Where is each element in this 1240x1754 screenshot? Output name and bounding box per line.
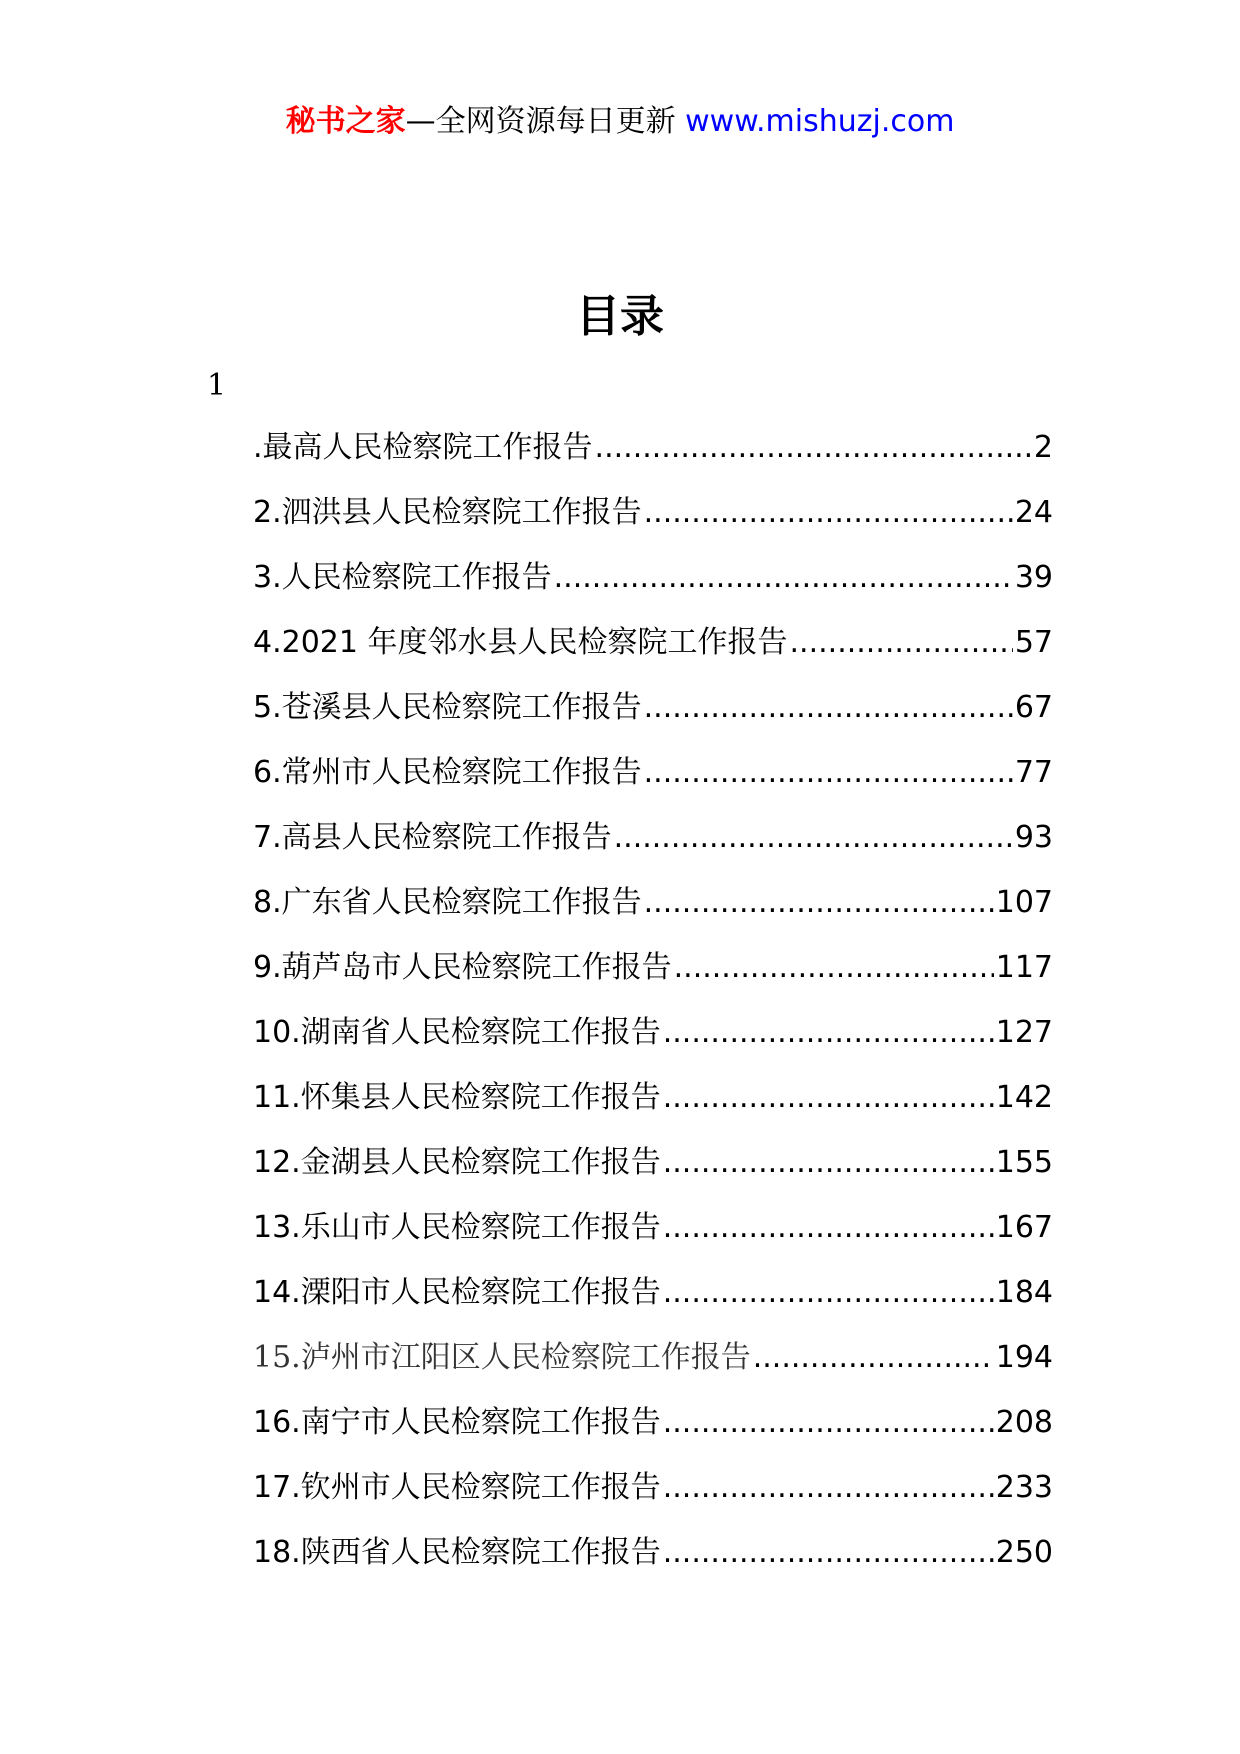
toc-entry[interactable]: [253, 1468, 1053, 1533]
toc-entry[interactable]: [253, 1403, 1053, 1468]
toc-entry-page: 250: [995, 1535, 1053, 1570]
toc-entry-page: 127: [995, 1015, 1053, 1050]
toc-entry[interactable]: [253, 1143, 1053, 1208]
toc-entry[interactable]: [253, 558, 1053, 623]
dot-leader: [663, 1013, 994, 1053]
toc-entry-label: 2.泗洪县人民检察院工作报告: [253, 495, 642, 530]
brand-name: 秘书之家: [285, 104, 406, 139]
toc-entry-page: 2: [1033, 430, 1053, 465]
toc-entry-label: 14.溧阳市人民检察院工作报告: [253, 1275, 661, 1310]
dot-leader: [663, 1468, 994, 1508]
toc-entry-page: 24: [1014, 495, 1053, 530]
toc-entry-page: 167: [995, 1210, 1053, 1245]
toc-entry-page: 155: [995, 1145, 1053, 1180]
toc-entry[interactable]: [253, 1273, 1053, 1338]
dot-leader: [674, 948, 994, 988]
toc-entry[interactable]: [253, 948, 1053, 1013]
dot-leader: [663, 1533, 994, 1573]
toc-entry-label: 17.钦州市人民检察院工作报告: [253, 1470, 661, 1505]
toc-entry-label: 9.葫芦岛市人民检察院工作报告: [253, 950, 672, 985]
toc-entry-label: 8.广东省人民检察院工作报告: [253, 885, 642, 920]
toc-entry-label: 16.南宁市人民检察院工作报告: [253, 1405, 661, 1440]
page-title: 目录: [576, 291, 664, 342]
toc-entry-label: 18.陕西省人民检察院工作报告: [253, 1535, 661, 1570]
dot-leader: [644, 688, 1013, 728]
dot-leader: [644, 883, 994, 923]
dot-leader: [663, 1403, 994, 1443]
toc-entry-page: 57: [1014, 625, 1053, 660]
toc-entry[interactable]: [253, 493, 1053, 558]
toc-entry-page: 142: [995, 1080, 1053, 1115]
toc-entry-label: 15.泸州市江阳区人民检察院工作报告: [253, 1340, 751, 1375]
toc-entry[interactable]: [253, 818, 1053, 883]
dot-leader: [663, 1208, 994, 1248]
toc-entry-page: 194: [995, 1340, 1053, 1375]
dot-leader: [644, 493, 1013, 533]
toc-entry-page: 107: [995, 885, 1053, 920]
dot-leader: [595, 428, 1032, 468]
dot-leader: [554, 558, 1013, 598]
header-tagline: —全网资源每日更新: [405, 104, 686, 139]
toc-entry-page: 67: [1014, 690, 1053, 725]
toc-entry-label: 4.2021 年度邻水县人民检察院工作报告: [253, 625, 788, 660]
toc-entry-page: 39: [1014, 560, 1053, 595]
dot-leader: [790, 623, 1013, 663]
toc-entry-page: 208: [995, 1405, 1053, 1440]
toc-entry-page: 93: [1014, 820, 1053, 855]
toc-entry-page: 233: [995, 1470, 1053, 1505]
toc-entry-label: 11.怀集县人民检察院工作报告: [253, 1080, 661, 1115]
toc-entry[interactable]: [253, 753, 1053, 818]
toc-entry-label: 10.湖南省人民检察院工作报告: [253, 1015, 661, 1050]
toc-entry[interactable]: [253, 688, 1053, 753]
toc-entry[interactable]: [253, 1013, 1053, 1078]
toc-entry-page: 184: [995, 1275, 1053, 1310]
dot-leader: [663, 1273, 994, 1313]
toc-entry-label: 7.高县人民检察院工作报告: [253, 820, 612, 855]
site-header: [0, 100, 1240, 144]
dot-leader: [753, 1338, 994, 1378]
toc-entry[interactable]: [253, 623, 1053, 688]
toc-entry[interactable]: [253, 1078, 1053, 1143]
toc-entry-label: 3.人民检察院工作报告: [253, 560, 552, 595]
toc-entry-page: 77: [1014, 755, 1053, 790]
dot-leader: [663, 1078, 994, 1118]
dot-leader: [644, 753, 1013, 793]
toc-entry-label: 6.常州市人民检察院工作报告: [253, 755, 642, 790]
toc-entry-label: .最高人民检察院工作报告: [253, 430, 593, 465]
toc-entry[interactable]: [253, 1338, 1053, 1403]
toc-entry[interactable]: [253, 428, 1053, 493]
toc-entry[interactable]: [253, 1533, 1053, 1598]
toc-entry-page: 117: [995, 950, 1053, 985]
toc-entry-label: 5.苍溪县人民检察院工作报告: [253, 690, 642, 725]
toc-entry[interactable]: [253, 883, 1053, 948]
dot-leader: [663, 1143, 994, 1183]
toc-entry-label: 12.金湖县人民检察院工作报告: [253, 1145, 661, 1180]
toc-entry-label: 13.乐山市人民检察院工作报告: [253, 1210, 661, 1245]
page-marker-number: 1: [207, 368, 227, 403]
site-url-link[interactable]: www.mishuzj.com: [685, 104, 955, 139]
toc-entry[interactable]: [253, 1208, 1053, 1273]
table-of-contents: [253, 428, 1053, 1598]
dot-leader: [614, 818, 1013, 858]
